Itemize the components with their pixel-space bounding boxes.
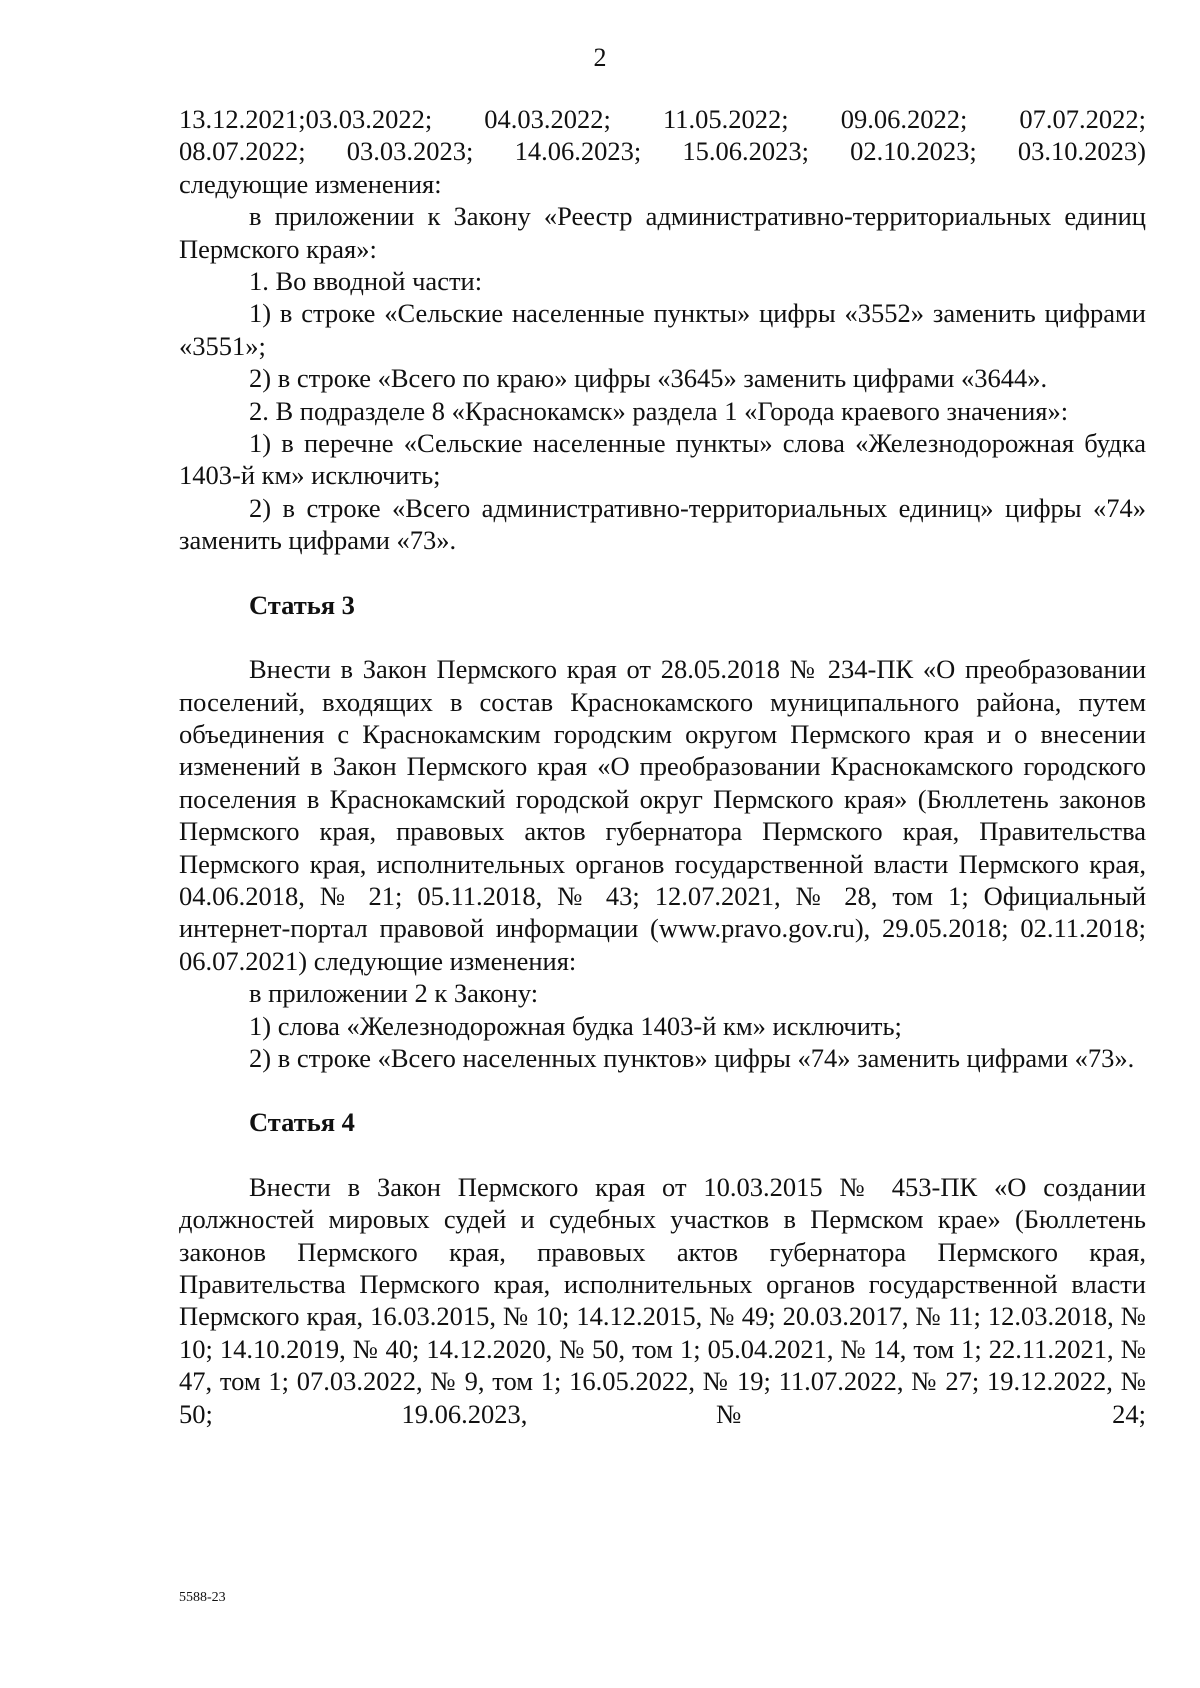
article4-heading: Статья 4 [249, 1107, 355, 1138]
document-body [179, 103, 1146, 1430]
article2-item-2-1: 1) в перечне «Сельские населенные пункты» слова «Железнодорожная будка 1403-й км» исключить; [179, 428, 1146, 491]
spacer [179, 621, 1146, 653]
article3-item-2: 2) в строке «Всего населенных пунктов» цифры «74» заменить цифрами «73». [249, 1042, 1135, 1073]
article3-item-1: 1) слова «Железнодорожная будка 1403-й км» исключить; [249, 1010, 902, 1041]
spacer [179, 1139, 1146, 1171]
article3-appendix: в приложении 2 к Закону: [249, 978, 539, 1009]
page-number: 2 [593, 43, 607, 72]
article2-item-1-2: 2) в строке «Всего по краю» цифры «3645» заменить цифрами «3644». [249, 363, 1048, 394]
date-list-line-1: 13.12.2021;03.03.2022; 04.03.2022; 11.05.2022; 09.06.2022; 07.07.2022; [179, 104, 1146, 134]
article2-item-1-1: 1) в строке «Сельские населенные пункты» цифры «3552» заменить цифрами «3551»; [179, 298, 1146, 361]
article2-item-2: 2. В подразделе 8 «Краснокамск» раздела 1 «Города краевого значения»: [249, 395, 1069, 426]
changes-intro: следующие изменения: [179, 168, 442, 199]
document-code: 5588-23 [179, 1590, 226, 1605]
article2-item-2-2: 2) в строке «Всего административно-территориальных единиц» цифры «74» заменить цифрами «73». [179, 492, 1146, 556]
article3-intro: Внести в Закон Пермского края от 28.05.2018 № 234-ПК «О преобразовании поселений, входящих в состав Краснокамского муниципального района, путем объединения с Краснокамским городским округом Пермского края и о внесении изменений в Закон Пермского края «О преобразовании Краснокамского городского поселения в Краснокамский городской округ Пермского края» (Бюллетень законов Пермского края, правовых актов губернатора Пермского края, Правительства Пермского края, исполнительных органов государственной власти Пермского края, 04.06.2018, № 21; 05.11.2018, № 43; 12.07.2021, № 28, том 1; Официальный интернет-портал правовой информации (www.pravo.gov.ru), 29.05.2018; 02.11.2018; 06.07.2021) следующие изменения: [179, 654, 1146, 976]
article2-item-1: 1. Во вводной части: [249, 266, 483, 297]
spacer [179, 557, 1146, 589]
article2-appendix: в приложении к Закону «Реестр административно-территориальных единиц Пермского края»: [179, 201, 1146, 264]
article4-intro: Внести в Закон Пермского края от 10.03.2015 № 453-ПК «О создании должностей мировых судей и судебных участков в Пермском крае» (Бюллетень законов Пермского края, правовых актов губернатора Пермского края, Правительства Пермского края, исполнительных органов государственной власти Пермского края, 16.03.2015, № 10; 14.12.2015, № 49; 20.03.2017, № 11; 12.03.2018, № 10; 14.10.2019, № 40; 14.12.2020, № 50, том 1; 05.04.2021, № 14, том 1; 22.11.2021, № 47, том 1; 07.03.2022, № 9, том 1; 16.05.2022, № 19; 11.07.2022, № 27; 19.12.2022, № 50; 19.06.2023, № 24; [179, 1171, 1146, 1429]
date-list-line-2: 08.07.2022; 03.03.2023; 14.06.2023; 15.06.2023; 02.10.2023; 03.10.2023) [179, 136, 1146, 167]
spacer [179, 1074, 1146, 1106]
article3-heading: Статья 3 [249, 589, 355, 620]
